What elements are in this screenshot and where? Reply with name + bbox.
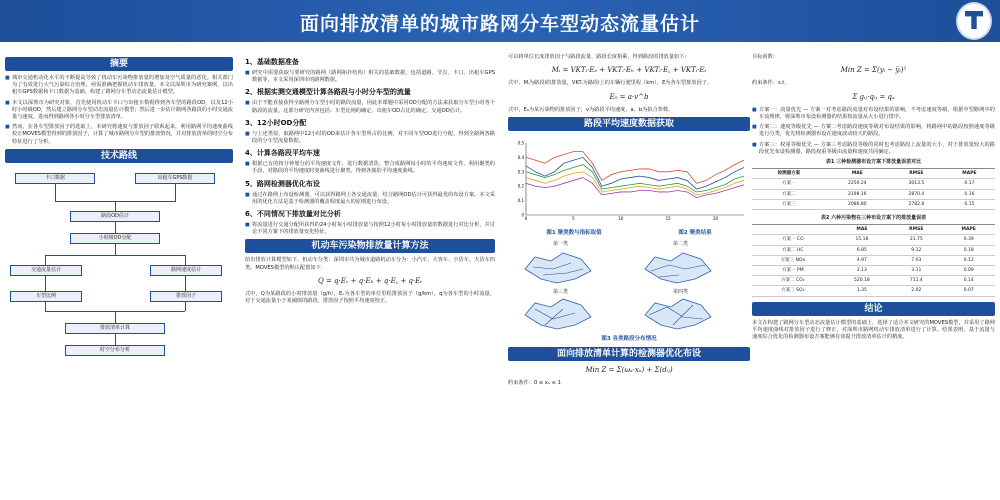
- x-tick-label: 0: [524, 216, 528, 222]
- tech-box: 时空分布分析: [65, 345, 165, 356]
- y-tick-label: 0.1: [517, 198, 524, 204]
- cluster-label: 第一类: [553, 241, 569, 248]
- y-tick-label: 0.4: [517, 154, 524, 160]
- column-1: [5, 54, 233, 397]
- table-row: [752, 179, 995, 189]
- table-row: [752, 225, 995, 235]
- figure-caption: 图2 聚类结果: [678, 230, 712, 237]
- table-cell: RMSE: [890, 225, 942, 235]
- table-cell: 方案二 HC: [752, 245, 834, 255]
- column-2: [245, 54, 495, 308]
- tech-box: 交通流量估计: [10, 265, 82, 276]
- poster-title: 面向排放清单的城市路网分车型动态流量估计: [299, 13, 700, 35]
- chart-axes: [526, 143, 744, 215]
- table-cell: MAE: [826, 169, 889, 179]
- connector-line: [115, 333, 116, 345]
- table-row: [752, 189, 995, 199]
- emission-formula: Q = q·Eᵥ + q·Eₕ + q·E꜀ + q·Eₜ: [317, 276, 423, 285]
- table-cell: 方案一: [752, 179, 826, 189]
- table-row: [752, 266, 995, 276]
- connector-line: [45, 255, 46, 265]
- road-emission-formula: Mᵢ = VKTᵢ·Eₑ + VKTᵢ·Eₕ + VKTᵢ·E꜀ + VKTᵢ·Eₜ: [551, 66, 707, 75]
- table-cell: 方案一 CO: [752, 235, 834, 245]
- table-cell: 2198.16: [826, 189, 889, 199]
- section-heading: 4、计算各路段平均车速: [245, 149, 320, 158]
- tech-route-heading: 技术路线: [5, 149, 233, 163]
- section-text: ■ 根据已有的按分钟划分的平均速度文件，进行数据清洗、整合成路网每小时的平均速度文件。利用聚类的手段，对路段的平均速度时变曲线进行聚类，得到各簇的平均速度曲线。: [245, 161, 495, 175]
- connector-line: [115, 311, 116, 323]
- table-cell: 2250.24: [826, 179, 889, 189]
- table-cell: 方案三 NOx: [752, 255, 834, 265]
- table-cell: 2.02: [890, 286, 942, 296]
- table-cell: 2086.80: [826, 199, 889, 209]
- table-cell: 2870.4: [889, 189, 944, 199]
- abstract-paragraph: ■ 城市交通机动化水平的不断提高导致了机动车污染物排放量的增加及空气质量的恶化。相关部门为了有效进行大气污染综合治理，亟需准确把握机动车排放量。本文以深圳市为研究案例，以出租车GPS数据和卡口数据为基础，构建了路网分车型动态流量估计模型。: [5, 75, 233, 97]
- table-cell: 7.03: [890, 255, 942, 265]
- figure-caption: 图3 各类路段分布情况: [601, 336, 657, 343]
- x-tick-label: 15: [665, 216, 671, 222]
- tech-box: 车型比例: [10, 291, 82, 302]
- cluster-map-3: [523, 295, 593, 333]
- scheme-text: ■ 方案一：流量优先 — 方案一对考虑路段流量对布设结果的影响，不考虑速度等级，根据中型路网中的车流规律，将深圳市布设检测器的结果按流量从大小进行排序。: [752, 107, 995, 121]
- table-cell: 15.18: [834, 235, 891, 245]
- table-row: [752, 255, 995, 265]
- constraint-formula: Σ gᵢⱼ·qᵢⱼ = qₐ: [852, 92, 895, 101]
- section-text: ■ 由于不能直接获得全路网分车型小时的路段流量，因此本课题中采用OD分配的方法来获取分车型小时各个路段的流量。这部分研究内容包括：车型比例的确定、出租车OD占比的确定、交通OD估计。: [245, 100, 495, 114]
- cluster-map-4: [643, 295, 713, 333]
- table-row: [752, 169, 995, 179]
- table-cell: 6.85: [834, 245, 891, 255]
- connector-line: [185, 301, 186, 311]
- connector-line: [55, 183, 56, 201]
- section-text: ■ 将流量进行交通分配所获得的24小时每小时排放量与按照12小时每小时排放量的数据进行对比分析，并讨论不同方案下的排放量变化特征。: [245, 222, 495, 236]
- table-cell: 0.16: [944, 189, 995, 199]
- y-tick-label: 0: [521, 212, 524, 218]
- speed-line-chart: [508, 137, 750, 223]
- table-caption: 表1 三种检测器布设方案下排放量误差对比: [825, 159, 922, 166]
- table-cell: MAPE: [942, 225, 995, 235]
- connector-line: [45, 255, 185, 256]
- connector-line: [115, 201, 116, 211]
- y-tick-label: 0.3: [517, 169, 524, 175]
- table-cell: 520.18: [834, 276, 891, 286]
- tech-box: 路段OD估计: [70, 211, 160, 222]
- detector-objective-formula: Min Z = Σ(ωₐ·xₐ) + Σ(dᵢⱼ): [585, 365, 673, 374]
- table-cell: MAE: [834, 225, 891, 235]
- university-logo: [956, 2, 992, 40]
- table-row: [752, 245, 995, 255]
- detector-layout-heading: 面向排放清单计算的检测器优化布设: [508, 347, 750, 361]
- section-heading: 3、12小时OD分配: [245, 118, 307, 127]
- cluster-map-1: [523, 249, 593, 287]
- table-cell: 3013.5: [889, 179, 944, 189]
- speed-data-heading: 路段平均速度数据获取: [508, 117, 750, 131]
- column-4: [752, 54, 995, 344]
- connector-line: [185, 275, 186, 291]
- section-text: ■ 通过在路网上布设检测器，可以获得路网上各交通流量，结合路网OD估计可获得最优的布设方案。本文采用的优化方法是基于检测器的覆盖程度最大的原则进行布设。: [245, 192, 495, 206]
- table-cell: 检测器方案: [752, 169, 826, 179]
- connector-line: [175, 183, 176, 201]
- x-tick-label: 10: [618, 216, 624, 222]
- connector-line: [45, 275, 46, 291]
- table-cell: 21.75: [890, 235, 942, 245]
- cluster-label: 第二类: [673, 241, 689, 248]
- cluster-map-2: [643, 249, 713, 287]
- table-cell: 方案一 PM: [752, 266, 834, 276]
- formula-explanation: 式中，E₀为某污染物的排放因子，v为路段平均速度，a、b为拟合参数。: [508, 106, 674, 113]
- table-cell: 0.12: [942, 255, 995, 265]
- section-heading: 6、不同情况下排放量对比分析: [245, 210, 341, 219]
- section-heading: 1、基础数据准备: [245, 58, 299, 66]
- abstract-paragraph: ■ 然而，在各车型排放因子的选取上，本研究将速度与排放因子联系起来，利用路网平均速度曲线校正MOVES模型得到的排放因子，计算了城市路网分车型的排放情况，并对排放清单的时空分布特征进行了分析。: [5, 124, 233, 146]
- table-cell: 2782.8: [889, 199, 944, 209]
- table-cell: [752, 225, 834, 235]
- tech-route-diagram: [5, 167, 233, 397]
- table-cell: 0.14: [942, 276, 995, 286]
- emission-factor-formula: E₀ = a·v^b: [609, 92, 649, 101]
- connector-line: [45, 301, 46, 311]
- table-row: [752, 276, 995, 286]
- cluster-label: 第四类: [673, 289, 689, 296]
- x-tick-label: 5: [572, 216, 575, 222]
- connector-line: [185, 255, 186, 265]
- table-cell: 1.35: [834, 286, 891, 296]
- section-heading: 5、路网检测器优化布设: [245, 179, 320, 188]
- table-cell: MAPE: [944, 169, 995, 179]
- scheme-text: ■ 方案二：速度等级优先 — 方案二考虑路段速度等级对布设结果的影响，将路网中的路段按照速度等级进行分类，优先将检测器布设在速度波动较大的路段。: [752, 124, 995, 138]
- table-cell: 方案三: [752, 199, 826, 209]
- tech-box: 路网速度估计: [150, 265, 222, 276]
- table-row: [752, 235, 995, 245]
- emission-method-text: 给出排放计算模型如下，机动车分类：深圳市共为城市道路机动车分为：小汽车、大客车、小货车、大货车四类。MOVES模型的默认配置如下：: [245, 257, 495, 271]
- x-tick-label: 20: [713, 216, 719, 222]
- table-row: [752, 286, 995, 296]
- tech-box: 排放因子: [150, 291, 222, 302]
- section-text: ■ 与上述类似，取路网中12小时的OD来估计各车型所占的比例，对不同车型OD进行分配，得到全路网各路段的分车型流量数据。: [245, 131, 495, 145]
- section-heading: 2、根据实测交通模型计算各路段与小时分车型的流量: [245, 88, 411, 97]
- cluster-maps: [508, 239, 750, 334]
- detector-constraint-text: 约束条件：0 ≤ xₐ ≤ 1: [508, 379, 561, 386]
- pollutant-error-table: [752, 224, 995, 296]
- figure-caption: 图1 聚类数与指标取值: [546, 230, 602, 237]
- logo-mark-icon: [965, 11, 983, 29]
- table-cell: 方案二 CO₂: [752, 276, 834, 286]
- table-cell: 0.18: [942, 245, 995, 255]
- series-line-3: [526, 178, 744, 198]
- y-tick-label: 0.2: [517, 183, 524, 189]
- scheme-error-table: [752, 168, 995, 210]
- table-cell: 0.15: [944, 199, 995, 209]
- objective-formula: Min Z = Σ(yᵢ − y̅ᵢ)²: [840, 66, 907, 75]
- connector-line: [115, 243, 116, 255]
- objective-label: 目标函数：: [752, 54, 778, 60]
- table-cell: 0.09: [942, 266, 995, 276]
- table-cell: 方案二: [752, 189, 826, 199]
- scheme-text: ■ 方案三：权重等级优先 — 方案三考虑路段等级的同时也考虑路段上流量的大小，对于排放量较大的路段优先布设检测器，路段权重等级由流量和速度共同确定。: [752, 142, 995, 156]
- formula-explanation: 式中，Mᵢ为路段i的排放量，VKTᵢ为路段i上的车辆行驶里程（km），E为各车型排放因子。: [508, 80, 713, 87]
- table-cell: 4.97: [834, 255, 891, 265]
- table-cell: 2.13: [834, 266, 891, 276]
- table-cell: 0.07: [942, 286, 995, 296]
- table-caption: 表2 六种污染物在三种布设方案下的排放量误差: [820, 215, 927, 222]
- poster-header: [0, 0, 1000, 42]
- tech-box: 小时级OD分配: [70, 233, 160, 244]
- table-row: [752, 199, 995, 209]
- figure-captions: [508, 228, 750, 239]
- connector-line: [115, 221, 116, 233]
- abstract-paragraph: ■ 本文以深圳市为研究对象，首先使用机动车卡口与出租车数据得到各车型的路段OD，以及12小时小时级OD，然后建立路网分车型动态流量估计模型；然后进一步估计路网各路段的小时交通流量与速度，进而得到路网各小时分车型排放清单。: [5, 100, 233, 122]
- emission-method-text: 式中，Q为某路段的小时排放量（g/h），Eᵥ为各车型的单位里程排放因子（g/km），q为各车型的小时流量。对于交通流量小于某阈值的路段，排放因子按照平均速度校正。: [245, 291, 495, 305]
- tech-box: 排放清单计算: [65, 323, 165, 334]
- conclusion-heading: 结论: [752, 302, 995, 316]
- section-text: ■ 研究中需要获取与要研究的路网（路网拓扑结构）相关的基础数据，包括道路、节点、卡口、出租车GPS数据等，本文采用深圳市的路网数据。: [245, 70, 495, 84]
- tech-box: 出租车GPS数据: [135, 173, 215, 184]
- table-cell: 0.17: [944, 179, 995, 189]
- table-cell: 9.12: [890, 245, 942, 255]
- tech-box: 卡口数据: [15, 173, 95, 184]
- abstract-heading: 摘要: [5, 57, 233, 71]
- emission-method-heading: 机动车污染物排放量计算方法: [245, 239, 495, 253]
- table-cell: 方案三 SO₂: [752, 286, 834, 296]
- table-cell: 3.11: [890, 266, 942, 276]
- constraint-label: 约束条件：s.t.: [752, 80, 786, 87]
- cluster-label: 第三类: [553, 289, 569, 296]
- column-3: [508, 54, 750, 390]
- table-cell: 0.39: [942, 235, 995, 245]
- table-cell: 711.4: [890, 276, 942, 286]
- intro-text: 可以将单位长度排放因子与路段流量、路段长度相乘，得到路段的排放量如下：: [508, 54, 690, 60]
- conclusion-text: 本文在构建了路网分车型动态流量估计模型的基础上，选择了适合本文研究的MOVES模型，并采用了路网平均速度曲线对排放因子进行了修正，对深圳市路网机动车排放清单进行了计算。结果表明，基于流量与速度综合优化的检测器布设方案能够有效提升排放清单估计的精度。: [752, 319, 995, 341]
- y-tick-label: 0.5: [517, 140, 524, 146]
- table-cell: RMSE: [889, 169, 944, 179]
